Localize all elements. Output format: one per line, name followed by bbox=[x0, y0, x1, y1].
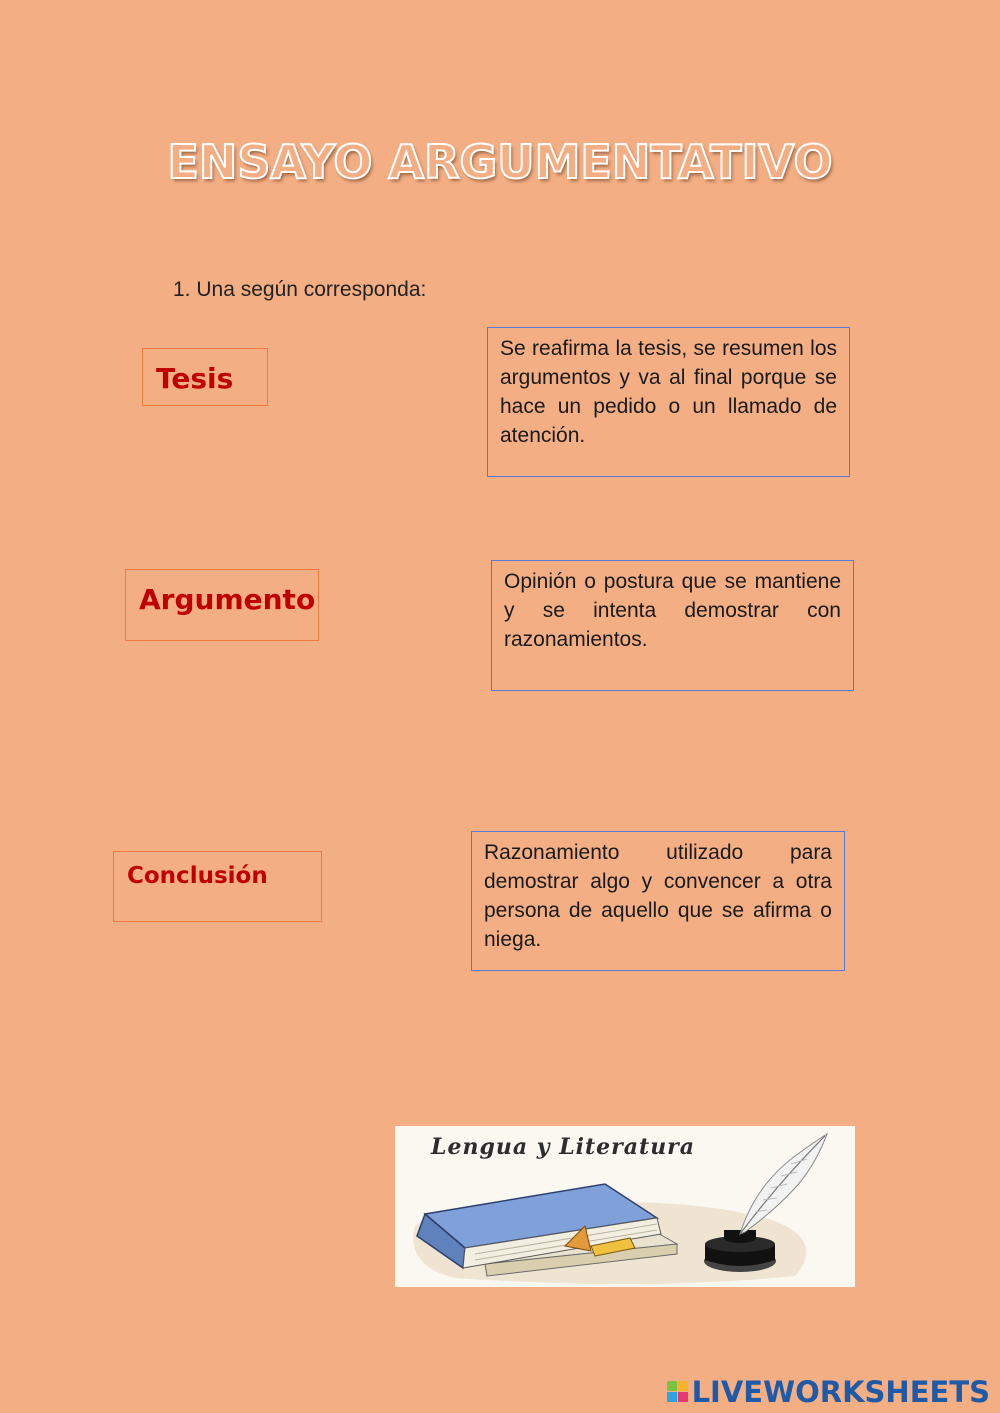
term-box-argumento[interactable] bbox=[125, 569, 319, 641]
term-label: Conclusión bbox=[127, 863, 268, 889]
term-label: Tesis bbox=[156, 362, 234, 395]
definition-box-1[interactable] bbox=[487, 327, 850, 477]
page-title: ENSAYO ARGUMENTATIVO bbox=[167, 135, 833, 189]
definition-text: Razonamiento utilizado para demostrar algo y convencer a otra persona de aquello que se afirma o niega. bbox=[484, 841, 832, 951]
definition-box-2[interactable] bbox=[491, 560, 854, 691]
liveworksheets-logo-icon bbox=[667, 1381, 689, 1403]
brand-name: LIVEWORKSHEETS bbox=[691, 1375, 990, 1409]
term-box-tesis[interactable] bbox=[142, 348, 268, 406]
definition-text: Opinión o postura que se mantiene y se intenta demostrar con razonamientos. bbox=[504, 570, 841, 651]
lengua-literatura-illustration bbox=[395, 1126, 855, 1287]
term-label: Argumento bbox=[139, 583, 316, 616]
illustration-caption: Lengua y Literatura bbox=[431, 1134, 696, 1160]
liveworksheets-brand bbox=[667, 1375, 990, 1409]
quill-pen-icon bbox=[740, 1134, 827, 1234]
term-box-conclusion[interactable] bbox=[113, 851, 322, 922]
definition-text: Se reafirma la tesis, se resumen los argumentos y va al final porque se hace un pedido o un llamado de atención. bbox=[500, 337, 837, 447]
instruction-text: 1. Una según corresponda: bbox=[173, 278, 427, 301]
definition-box-3[interactable] bbox=[471, 831, 845, 971]
